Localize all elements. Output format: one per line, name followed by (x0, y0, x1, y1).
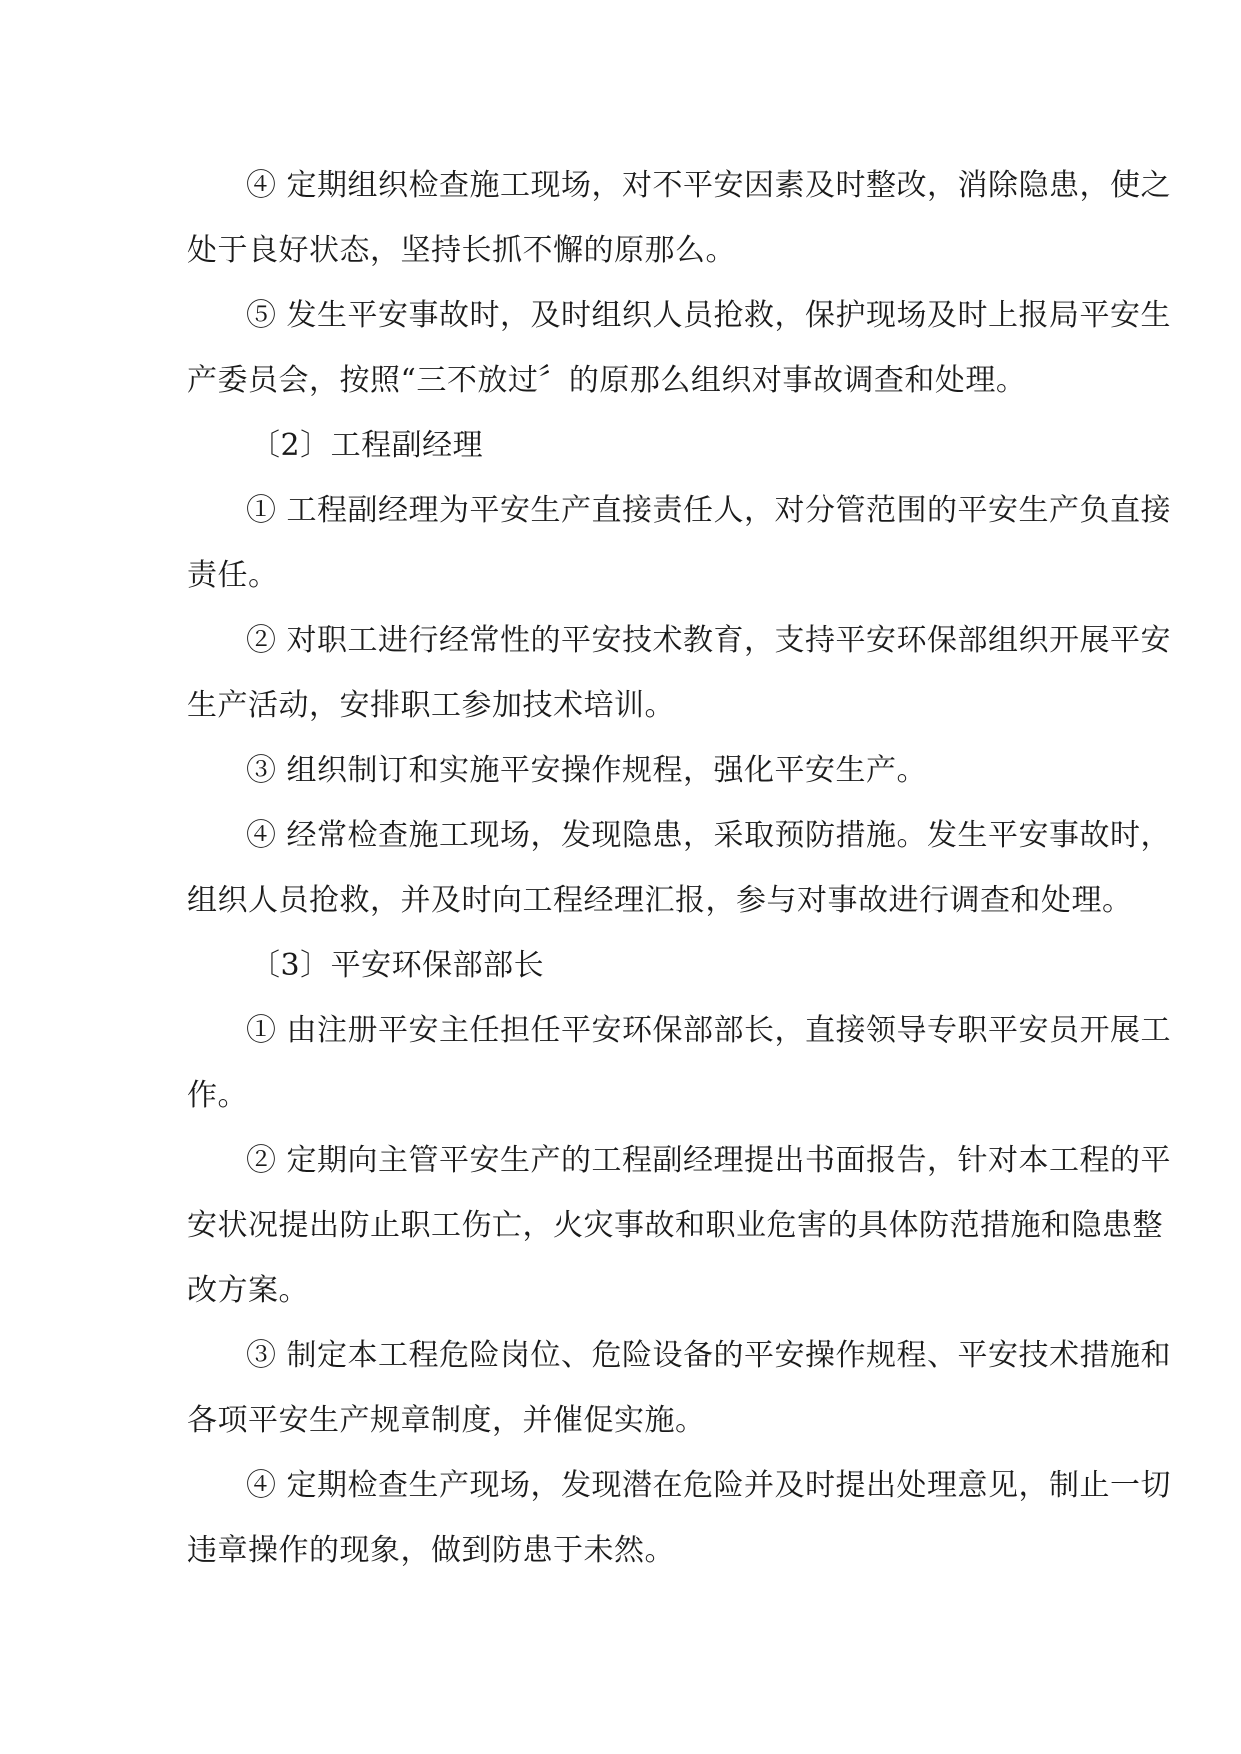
paragraph-line: ② 定期向主管平安生产的工程副经理提出书面报告，针对本工程的平 (246, 1143, 1172, 1178)
paragraph-line: ② 对职工进行经常性的平安技术教育，支持平安环保部组织开展平安 (246, 623, 1172, 658)
paragraph-line: 组织人员抢救，并及时向工程经理汇报，参与对事故进行调查和处理。 (187, 883, 1133, 918)
paragraph-line: ① 由注册平安主任担任平安环保部部长，直接领导专职平安员开展工 (246, 1013, 1172, 1048)
paragraph-line: 违章操作的现象，做到防患于未然。 (187, 1533, 675, 1568)
paragraph-line: 生产活动，安排职工参加技术培训。 (187, 688, 675, 723)
paragraph-line: ④ 定期检查生产现场，发现潜在危险并及时提出处理意见，制止一切 (246, 1468, 1172, 1503)
paragraph-line: 产委员会，按照“三不放过〞的原那么组织对事故调查和处理。 (187, 363, 1027, 398)
paragraph-line: 责任。 (187, 558, 279, 593)
paragraph-line: ④ 经常检查施工现场，发现隐患，采取预防措施。发生平安事故时， (246, 818, 1172, 853)
paragraph-line: ④ 定期组织检查施工现场，对不平安因素及时整改，消除隐患，使之 (246, 168, 1172, 203)
section-heading: 〔2〕工程副经理 (250, 428, 484, 463)
paragraph-line: 作。 (187, 1078, 248, 1113)
paragraph-line: ③ 组织制订和实施平安操作规程，强化平安生产。 (246, 753, 928, 788)
document-page (187, 153, 1172, 1583)
paragraph-line: 各项平安生产规章制度，并催促实施。 (187, 1403, 706, 1438)
paragraph-line: 处于良好状态，坚持长抓不懈的原那么。 (187, 233, 736, 268)
paragraph-line: 改方案。 (187, 1273, 309, 1308)
paragraph-line: 安状况提出防止职工伤亡，火灾事故和职业危害的具体防范措施和隐患整 (187, 1208, 1163, 1243)
section-heading: 〔3〕平安环保部部长 (250, 948, 545, 983)
paragraph-line: ⑤ 发生平安事故时，及时组织人员抢救，保护现场及时上报局平安生 (246, 298, 1172, 333)
paragraph-line: ③ 制定本工程危险岗位、危险设备的平安操作规程、平安技术措施和 (246, 1338, 1172, 1373)
paragraph-line: ① 工程副经理为平安生产直接责任人，对分管范围的平安生产负直接 (246, 493, 1172, 528)
